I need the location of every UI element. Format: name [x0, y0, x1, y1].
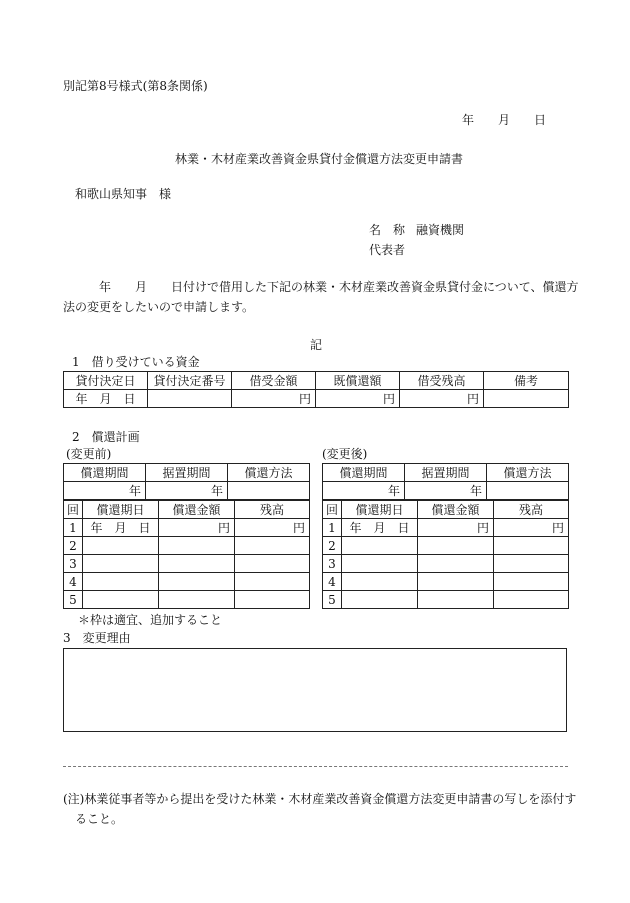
before-header-amount: 償還金額: [159, 501, 235, 519]
table-note: ＊枠は適宜、追加すること: [78, 613, 223, 627]
before-label: (変更前): [66, 447, 112, 461]
section3-heading: 3 変更理由: [63, 631, 131, 645]
loan-number-cell: [148, 390, 232, 408]
row-number: 2: [323, 537, 342, 555]
before-header-period: 償還期間: [64, 464, 146, 482]
row-number: 3: [323, 555, 342, 573]
document-title: 林業・木材産業改善資金県貸付金償還方法変更申請書: [175, 152, 464, 166]
loan-repaid-cell: 円: [316, 390, 400, 408]
after-label: (変更後): [322, 447, 368, 461]
before-header-no: 回: [64, 501, 83, 519]
after-period-cell: 年: [323, 482, 405, 500]
due-date-cell: 年 月 日: [342, 519, 418, 537]
before-header-deferment: 据置期間: [146, 464, 228, 482]
body-year: 年: [99, 280, 112, 294]
body-line1: 日付けで借用した下記の林業・木材産業改善資金県貸付金について、償還方: [171, 280, 579, 294]
before-header-method: 償還方法: [228, 464, 310, 482]
loan-table: [63, 371, 569, 408]
loan-header-date: 貸付決定日: [64, 372, 148, 390]
loan-header-balance: 借受残高: [400, 372, 484, 390]
table-row: [323, 573, 569, 591]
balance-cell: 円: [235, 519, 310, 537]
loan-header-remarks: 備考: [484, 372, 569, 390]
after-schedule-table: [322, 500, 569, 609]
after-header-method: 償還方法: [487, 464, 569, 482]
row-number: 3: [64, 555, 83, 573]
reason-box[interactable]: [63, 648, 567, 732]
row-number: 5: [323, 591, 342, 609]
applicant-rep-label: 代表者: [369, 243, 406, 257]
loan-header-repaid: 既償還額: [316, 372, 400, 390]
balance-cell: 円: [494, 519, 569, 537]
before-period-table: [63, 463, 310, 500]
after-header-deferment: 据置期間: [405, 464, 487, 482]
loan-header-amount: 借受金額: [232, 372, 316, 390]
table-row: [323, 519, 569, 537]
applicant-name-label: 名 称: [369, 223, 406, 237]
row-number: 2: [64, 537, 83, 555]
table-row: [64, 519, 310, 537]
table-row: [64, 537, 310, 555]
loan-amount-cell: 円: [232, 390, 316, 408]
section2-heading: 2 償還計画: [72, 430, 140, 444]
after-header-balance: 残高: [494, 501, 569, 519]
table-row: [323, 591, 569, 609]
after-header-period: 償還期間: [323, 464, 405, 482]
after-period-table: [322, 463, 569, 500]
after-method-cell: [487, 482, 569, 500]
table-row: [323, 537, 569, 555]
amount-cell: 円: [418, 519, 494, 537]
row-number: 4: [323, 573, 342, 591]
loan-date-cell: 年 月 日: [64, 390, 148, 408]
footnote-line1: (注)林業従事者等から提出を受けた林業・木材産業改善資金償還方法変更申請書の写しを添付す: [63, 792, 577, 806]
body-month: 月: [135, 280, 148, 294]
before-header-balance: 残高: [235, 501, 310, 519]
before-schedule-table: [63, 500, 310, 609]
table-row: [323, 555, 569, 573]
after-deferment-cell: 年: [405, 482, 487, 500]
footnote-line2: ること。: [75, 812, 124, 826]
after-header-no: 回: [323, 501, 342, 519]
date-month-label: 月: [498, 113, 511, 127]
amount-cell: 円: [159, 519, 235, 537]
form-number: 別記第8号様式(第8条関係): [63, 79, 208, 93]
loan-remarks-cell: [484, 390, 569, 408]
table-row: [64, 591, 310, 609]
due-date-cell: 年 月 日: [83, 519, 159, 537]
applicant-name-value: 融資機関: [416, 223, 465, 237]
row-number: 5: [64, 591, 83, 609]
loan-balance-cell: 円: [400, 390, 484, 408]
row-number: 1: [323, 519, 342, 537]
section1-heading: 1 借り受けている資金: [72, 355, 200, 369]
date-day-label: 日: [534, 113, 547, 127]
divider: [63, 766, 568, 767]
loan-header-number: 貸付決定番号: [148, 372, 232, 390]
before-header-due: 償還期日: [83, 501, 159, 519]
row-number: 4: [64, 573, 83, 591]
before-deferment-cell: 年: [146, 482, 228, 500]
table-row: [64, 573, 310, 591]
date-year-label: 年: [462, 113, 475, 127]
row-number: 1: [64, 519, 83, 537]
before-method-cell: [228, 482, 310, 500]
ki-heading: 記: [310, 338, 323, 352]
body-line2: 法の変更をしたいので申請します。: [63, 300, 255, 314]
table-row: [64, 555, 310, 573]
after-header-amount: 償還金額: [418, 501, 494, 519]
after-header-due: 償還期日: [342, 501, 418, 519]
addressee: 和歌山県知事 様: [75, 187, 172, 201]
before-period-cell: 年: [64, 482, 146, 500]
